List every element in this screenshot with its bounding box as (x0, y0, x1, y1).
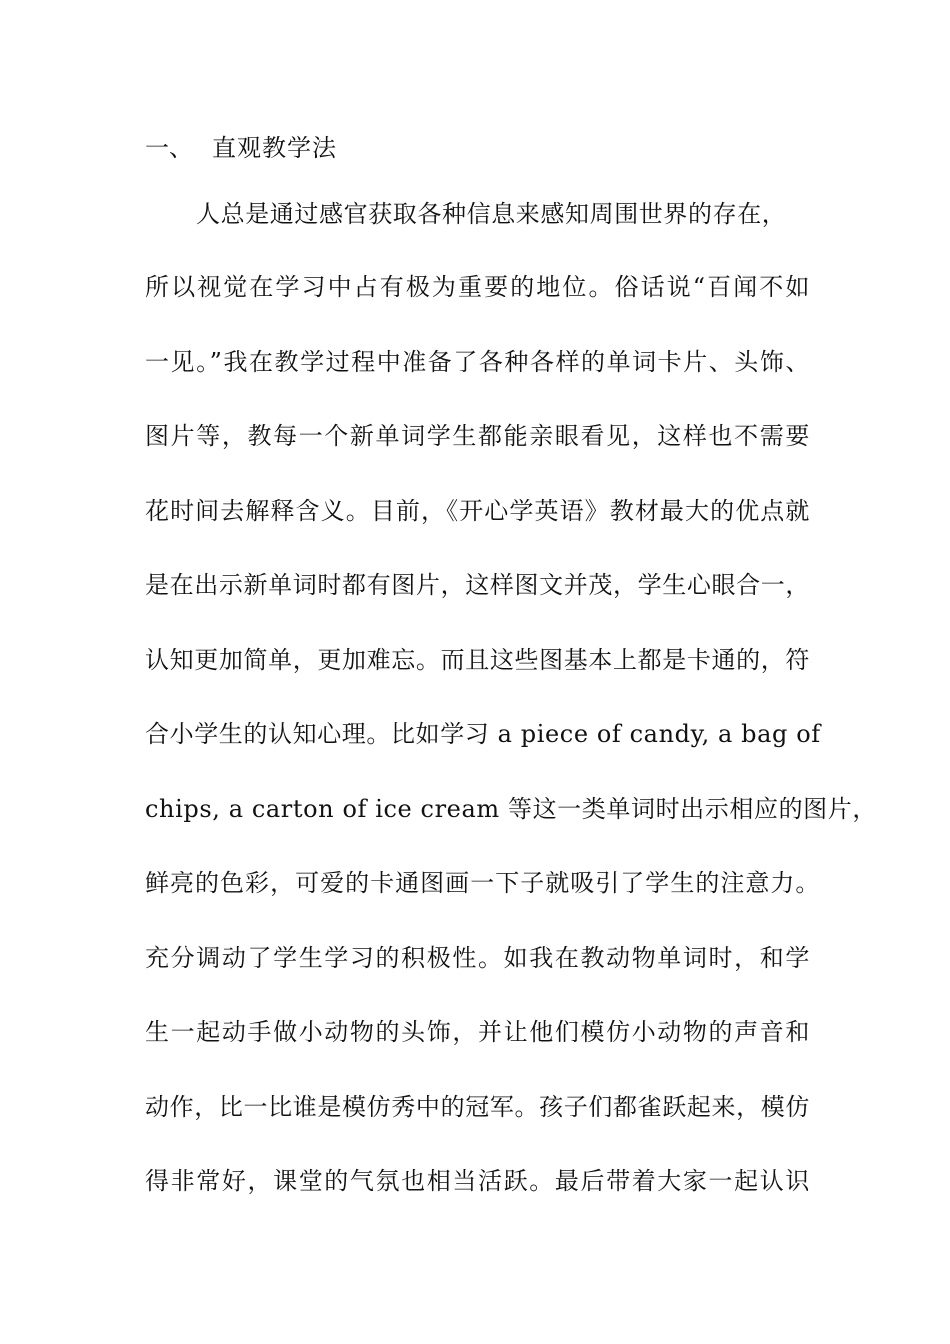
paragraph-line: 鲜亮的色彩，可爱的卡通图画一下子就吸引了学生的注意力。 (145, 869, 820, 897)
paragraph-line: 花时间去解释含义。目前，《开心学英语》教材最大的优点就 (145, 497, 810, 525)
paragraph-line: chips, a carton of ice cream 等这一类单词时出示相应的图片， (145, 795, 877, 823)
paragraph-line: 人总是通过感官获取各种信息来感知周围世界的存在， (196, 200, 787, 228)
heading-number: 一、 (145, 134, 193, 162)
heading-title: 直观教学法 (212, 134, 337, 162)
paragraph-line: 得非常好，课堂的气氛也相当活跃。最后带着大家一起认识 (145, 1167, 810, 1195)
paragraph-line: 动作，比一比谁是模仿秀中的冠军。孩子们都雀跃起来，模仿 (145, 1093, 810, 1121)
paragraph-line: 是在出示新单词时都有图片，这样图文并茂，学生心眼合一， (145, 571, 810, 599)
paragraph-line: 一见。”我在教学过程中准备了各种各样的单词卡片、头饰、 (145, 348, 810, 376)
paragraph-line: 图片等，教每一个新单词学生都能亲眼看见，这样也不需要 (145, 422, 810, 450)
paragraph-line: 认知更加简单，更加难忘。而且这些图基本上都是卡通的，符 (145, 646, 810, 674)
paragraph-line: 合小学生的认知心理。比如学习 a piece of candy, a bag of (145, 720, 821, 748)
paragraph-line: 充分调动了学生学习的积极性。如我在教动物单词时，和学 (145, 944, 810, 972)
paragraph-line: 生一起动手做小动物的头饰，并让他们模仿小动物的声音和 (145, 1018, 810, 1046)
paragraph-line: 所以视觉在学习中占有极为重要的地位。俗话说“百闻不如 (145, 273, 810, 301)
